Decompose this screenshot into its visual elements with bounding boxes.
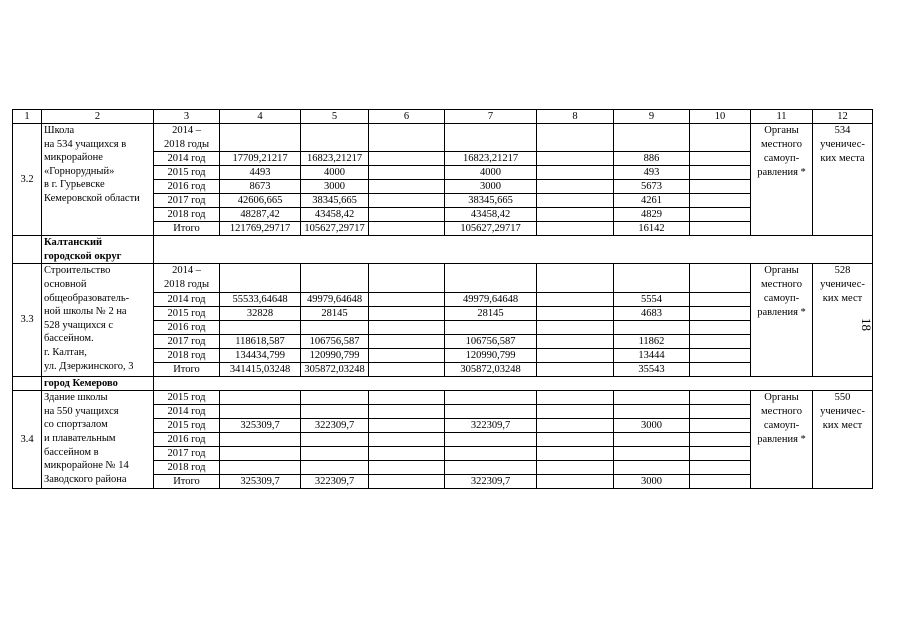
federal-funds — [369, 320, 445, 334]
local-funds — [537, 306, 614, 320]
year-label: Итого — [154, 475, 220, 489]
period-label — [154, 264, 220, 292]
item-description — [42, 124, 154, 236]
column-number: 3 — [154, 110, 220, 124]
capacity-note — [813, 124, 873, 236]
other-funds — [614, 320, 690, 334]
extra-funds — [690, 222, 751, 236]
period-row — [13, 264, 873, 292]
other-funds: 4829 — [614, 208, 690, 222]
period-label-line: 2018 годы — [163, 278, 209, 290]
total-cost: 134434,799 — [220, 348, 301, 362]
federal-funds — [369, 405, 445, 419]
responsible-org-line: самоуп- — [763, 420, 800, 432]
item-description-line: основной — [44, 278, 87, 290]
local-funds — [537, 405, 614, 419]
other-funds — [614, 391, 690, 405]
total-cost — [220, 433, 301, 447]
item-description-line: Заводского района — [44, 473, 127, 485]
budget-funds: 28145 — [301, 306, 369, 320]
budget-table — [12, 109, 873, 489]
capacity-note-line: 534 — [834, 125, 851, 136]
regional-funds: 322309,7 — [445, 475, 537, 489]
extra-funds — [690, 152, 751, 166]
local-funds — [537, 419, 614, 433]
column-number: 6 — [369, 110, 445, 124]
empty-cell — [301, 264, 369, 292]
local-funds — [537, 222, 614, 236]
empty-cell — [445, 124, 537, 152]
year-label: 2015 год — [154, 419, 220, 433]
empty-cell — [369, 264, 445, 292]
local-funds — [537, 152, 614, 166]
federal-funds — [369, 475, 445, 489]
item-description-line: со спортзалом — [44, 419, 108, 431]
year-label: 2017 год — [154, 194, 220, 208]
extra-funds — [690, 306, 751, 320]
federal-funds — [369, 222, 445, 236]
federal-funds — [369, 461, 445, 475]
item-description — [42, 264, 154, 376]
budget-funds: 43458,42 — [301, 208, 369, 222]
responsible-org-line: Органы — [764, 265, 799, 277]
total-cost: 42606,665 — [220, 194, 301, 208]
empty-cell — [690, 124, 751, 152]
year-label: 2017 год — [154, 334, 220, 348]
capacity-note — [813, 391, 873, 489]
extra-funds — [690, 447, 751, 461]
item-description-line: бассейном в — [44, 446, 99, 458]
capacity-note-line: ких мест — [822, 293, 863, 305]
responsible-org-line: самоуп- — [763, 153, 800, 164]
responsible-org-line: равления * — [757, 434, 806, 446]
column-number: 5 — [301, 110, 369, 124]
regional-funds: 106756,587 — [445, 334, 537, 348]
local-funds — [537, 362, 614, 376]
other-funds: 13444 — [614, 348, 690, 362]
budget-funds: 305872,03248 — [301, 362, 369, 376]
other-funds: 3000 — [614, 475, 690, 489]
item-description-line: Здание школы — [44, 392, 108, 404]
extra-funds — [690, 461, 751, 475]
item-number: 3.3 — [13, 264, 42, 376]
period-label-line: 2014 – — [172, 125, 201, 136]
other-funds — [614, 461, 690, 475]
year-label: 2018 год — [154, 208, 220, 222]
total-cost — [220, 320, 301, 334]
total-cost: 118618,587 — [220, 334, 301, 348]
regional-funds: 16823,21217 — [445, 152, 537, 166]
extra-funds — [690, 405, 751, 419]
total-cost: 55533,64648 — [220, 292, 301, 306]
total-cost: 17709,21217 — [220, 152, 301, 166]
empty-cell — [537, 124, 614, 152]
regional-funds — [445, 433, 537, 447]
local-funds — [537, 475, 614, 489]
section-fill — [154, 236, 873, 264]
federal-funds — [369, 334, 445, 348]
header-row — [13, 110, 873, 124]
regional-funds — [445, 405, 537, 419]
capacity-note-line: 528 — [834, 265, 851, 277]
section-row — [13, 236, 873, 264]
section-fill — [154, 376, 873, 391]
column-number: 7 — [445, 110, 537, 124]
responsible-org — [751, 264, 813, 376]
empty-cell — [690, 264, 751, 292]
budget-funds: 4000 — [301, 166, 369, 180]
capacity-note-line: ких места — [820, 153, 865, 164]
period-label-line: 2014 – — [172, 265, 201, 277]
empty-cell — [369, 124, 445, 152]
table-row — [13, 391, 873, 405]
section-title-line: Калтанский — [44, 237, 103, 249]
budget-funds: 120990,799 — [301, 348, 369, 362]
federal-funds — [369, 419, 445, 433]
budget-funds: 106756,587 — [301, 334, 369, 348]
responsible-org-line: местного — [761, 406, 802, 418]
responsible-org-line: самоуп- — [763, 293, 800, 305]
extra-funds — [690, 334, 751, 348]
local-funds — [537, 320, 614, 334]
column-number: 10 — [690, 110, 751, 124]
capacity-note-line: ученичес- — [820, 139, 865, 150]
federal-funds — [369, 348, 445, 362]
regional-funds: 38345,665 — [445, 194, 537, 208]
section-row — [13, 376, 873, 391]
item-description-line: г. Калтан, — [44, 346, 87, 358]
year-label: Итого — [154, 362, 220, 376]
other-funds: 493 — [614, 166, 690, 180]
year-label: 2016 год — [154, 180, 220, 194]
empty-cell — [537, 264, 614, 292]
column-number: 9 — [614, 110, 690, 124]
total-cost — [220, 447, 301, 461]
budget-funds — [301, 447, 369, 461]
section-title — [42, 376, 154, 391]
item-description-line: Школа — [44, 125, 75, 136]
regional-funds: 43458,42 — [445, 208, 537, 222]
item-description-line: и плавательным — [44, 432, 116, 444]
extra-funds — [690, 391, 751, 405]
regional-funds — [445, 447, 537, 461]
other-funds — [614, 447, 690, 461]
local-funds — [537, 292, 614, 306]
budget-funds: 38345,665 — [301, 194, 369, 208]
responsible-org-line: Органы — [764, 392, 799, 404]
item-description-line: микрорайоне — [44, 152, 103, 164]
other-funds — [614, 405, 690, 419]
period-label — [154, 124, 220, 152]
budget-funds — [301, 391, 369, 405]
capacity-note-line: ких мест — [822, 420, 863, 432]
other-funds: 35543 — [614, 362, 690, 376]
regional-funds: 49979,64648 — [445, 292, 537, 306]
item-description — [42, 391, 154, 489]
empty-cell — [614, 264, 690, 292]
item-description-line: микрорайоне № 14 — [44, 460, 129, 472]
year-label: 2014 год — [154, 405, 220, 419]
local-funds — [537, 348, 614, 362]
period-row — [13, 124, 873, 152]
item-description-line: Кемеровской области — [44, 192, 140, 204]
extra-funds — [690, 348, 751, 362]
year-label: 2015 год — [154, 306, 220, 320]
total-cost — [220, 461, 301, 475]
total-cost: 48287,42 — [220, 208, 301, 222]
other-funds: 5673 — [614, 180, 690, 194]
responsible-org — [751, 391, 813, 489]
section-title-line: город Кемерово — [44, 377, 118, 389]
federal-funds — [369, 433, 445, 447]
budget-funds: 3000 — [301, 180, 369, 194]
local-funds — [537, 180, 614, 194]
responsible-org-line: местного — [761, 139, 802, 150]
section-title — [42, 236, 154, 264]
extra-funds — [690, 292, 751, 306]
section-num — [13, 236, 42, 264]
responsible-org-line: Органы — [764, 125, 799, 136]
page-number: 18 — [859, 318, 874, 331]
column-number: 2 — [42, 110, 154, 124]
budget-funds: 49979,64648 — [301, 292, 369, 306]
local-funds — [537, 447, 614, 461]
column-number: 1 — [13, 110, 42, 124]
budget-funds — [301, 320, 369, 334]
capacity-note-line: 550 — [834, 392, 851, 404]
other-funds: 11862 — [614, 334, 690, 348]
empty-cell — [614, 124, 690, 152]
federal-funds — [369, 180, 445, 194]
column-number: 4 — [220, 110, 301, 124]
column-number: 11 — [751, 110, 813, 124]
extra-funds — [690, 180, 751, 194]
responsible-org-line: равления * — [757, 167, 806, 178]
regional-funds — [445, 391, 537, 405]
year-label: 2014 год — [154, 292, 220, 306]
local-funds — [537, 334, 614, 348]
empty-cell — [445, 264, 537, 292]
local-funds — [537, 433, 614, 447]
federal-funds — [369, 391, 445, 405]
total-cost — [220, 391, 301, 405]
federal-funds — [369, 447, 445, 461]
budget-funds — [301, 405, 369, 419]
federal-funds — [369, 152, 445, 166]
other-funds: 16142 — [614, 222, 690, 236]
total-cost: 341415,03248 — [220, 362, 301, 376]
responsible-org-line: местного — [761, 279, 802, 291]
year-label: 2018 год — [154, 461, 220, 475]
item-description-line: бассейном. — [44, 333, 94, 345]
section-num — [13, 376, 42, 391]
item-number: 3.2 — [13, 124, 42, 236]
year-label: 2016 год — [154, 433, 220, 447]
responsible-org-line: равления * — [757, 307, 806, 319]
year-label: 2017 год — [154, 447, 220, 461]
budget-funds: 322309,7 — [301, 475, 369, 489]
item-description-line: «Горнорудный» — [44, 165, 115, 177]
regional-funds: 3000 — [445, 180, 537, 194]
extra-funds — [690, 433, 751, 447]
period-label-line: 2018 годы — [163, 138, 209, 150]
regional-funds: 120990,799 — [445, 348, 537, 362]
year-label: 2015 год — [154, 166, 220, 180]
extra-funds — [690, 194, 751, 208]
extra-funds — [690, 475, 751, 489]
federal-funds — [369, 292, 445, 306]
year-label: 2018 год — [154, 348, 220, 362]
other-funds: 4683 — [614, 306, 690, 320]
capacity-note-line: ученичес- — [820, 279, 865, 291]
total-cost: 121769,29717 — [220, 222, 301, 236]
federal-funds — [369, 306, 445, 320]
local-funds — [537, 194, 614, 208]
responsible-org — [751, 124, 813, 236]
regional-funds: 105627,29717 — [445, 222, 537, 236]
budget-funds: 16823,21217 — [301, 152, 369, 166]
item-number: 3.4 — [13, 391, 42, 489]
item-description-line: ул. Дзержинского, 3 — [44, 360, 134, 372]
budget-funds — [301, 433, 369, 447]
section-title-line: городской округ — [44, 250, 122, 262]
budget-funds: 322309,7 — [301, 419, 369, 433]
local-funds — [537, 461, 614, 475]
empty-cell — [220, 124, 301, 152]
total-cost: 8673 — [220, 180, 301, 194]
year-label: Итого — [154, 222, 220, 236]
item-description-line: ной школы № 2 на — [44, 306, 127, 318]
extra-funds — [690, 362, 751, 376]
empty-cell — [220, 264, 301, 292]
local-funds — [537, 391, 614, 405]
extra-funds — [690, 208, 751, 222]
total-cost: 32828 — [220, 306, 301, 320]
total-cost: 325309,7 — [220, 419, 301, 433]
local-funds — [537, 208, 614, 222]
federal-funds — [369, 166, 445, 180]
extra-funds — [690, 320, 751, 334]
item-description-line: 528 учащихся с — [44, 319, 113, 331]
regional-funds: 28145 — [445, 306, 537, 320]
total-cost: 4493 — [220, 166, 301, 180]
regional-funds: 322309,7 — [445, 419, 537, 433]
federal-funds — [369, 194, 445, 208]
regional-funds — [445, 461, 537, 475]
other-funds: 4261 — [614, 194, 690, 208]
empty-cell — [301, 124, 369, 152]
column-number: 12 — [813, 110, 873, 124]
item-description-line: общеобразователь- — [44, 292, 130, 304]
year-label: 2014 год — [154, 152, 220, 166]
item-description-line: на 534 учащихся в — [44, 138, 127, 150]
column-number: 8 — [537, 110, 614, 124]
federal-funds — [369, 362, 445, 376]
total-cost: 325309,7 — [220, 475, 301, 489]
regional-funds: 4000 — [445, 166, 537, 180]
total-cost — [220, 405, 301, 419]
other-funds: 3000 — [614, 419, 690, 433]
other-funds: 5554 — [614, 292, 690, 306]
federal-funds — [369, 208, 445, 222]
regional-funds — [445, 320, 537, 334]
extra-funds — [690, 166, 751, 180]
item-description-line: в г. Гурьевске — [44, 179, 105, 191]
other-funds: 886 — [614, 152, 690, 166]
regional-funds: 305872,03248 — [445, 362, 537, 376]
local-funds — [537, 166, 614, 180]
budget-funds — [301, 461, 369, 475]
capacity-note-line: ученичес- — [820, 406, 865, 418]
year-label: 2016 год — [154, 320, 220, 334]
extra-funds — [690, 419, 751, 433]
budget-funds: 105627,29717 — [301, 222, 369, 236]
item-description-line: на 550 учащихся — [44, 405, 119, 417]
year-label: 2015 год — [154, 391, 220, 405]
item-description-line: Строительство — [44, 265, 111, 277]
other-funds — [614, 433, 690, 447]
